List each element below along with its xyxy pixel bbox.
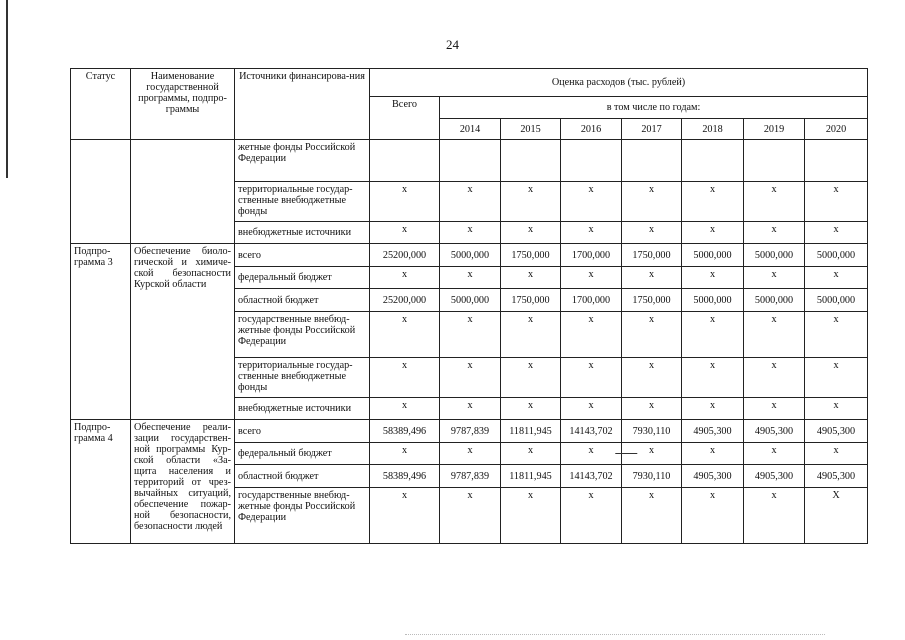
- year-cell: х: [805, 267, 868, 289]
- header-year: 2020: [805, 119, 868, 140]
- year-cell: 1750,000: [622, 244, 682, 267]
- source-cell: федеральный бюджет: [235, 443, 370, 465]
- year-cell: х: [744, 443, 805, 465]
- year-cell: 7930,110: [622, 465, 682, 488]
- year-cell: х: [561, 443, 622, 465]
- year-cell: 4905,300: [744, 420, 805, 443]
- source-cell: государственные внебюд-жетные фонды Российской Федерации: [235, 312, 370, 358]
- year-cell: х: [805, 222, 868, 244]
- continued-program-cell: [131, 140, 235, 244]
- source-cell: областной бюджет: [235, 465, 370, 488]
- year-cell: х: [440, 222, 501, 244]
- source-cell: внебюджетные источники: [235, 398, 370, 420]
- year-cell: 5000,000: [440, 244, 501, 267]
- header-estimate: Оценка расходов (тыс. рублей): [370, 69, 868, 97]
- source-cell: территориальные государ-ственные внебюджетные фонды: [235, 358, 370, 398]
- year-cell: 4905,300: [744, 465, 805, 488]
- year-cell: х: [440, 488, 501, 544]
- total-cell: 25200,000: [370, 289, 440, 312]
- year-cell: х: [561, 488, 622, 544]
- total-cell: 58389,496: [370, 465, 440, 488]
- year-cell: х: [440, 358, 501, 398]
- table-row: [71, 140, 868, 182]
- total-cell: х: [370, 312, 440, 358]
- total-cell: х: [370, 398, 440, 420]
- year-cell: х: [561, 398, 622, 420]
- year-cell: х: [744, 222, 805, 244]
- year-cell: х: [622, 358, 682, 398]
- source-cell: государственные внебюд-жетные фонды Российской Федерации: [235, 488, 370, 544]
- year-cell: 1700,000: [561, 289, 622, 312]
- total-cell: 58389,496: [370, 420, 440, 443]
- year-cell: х: [805, 443, 868, 465]
- source-cell: внебюджетные источники: [235, 222, 370, 244]
- year-cell: х: [682, 222, 744, 244]
- year-cell: х: [744, 312, 805, 358]
- subprogram-status: Подпро-грамма 3: [71, 244, 131, 420]
- year-cell: х: [440, 182, 501, 222]
- year-cell: х: [682, 398, 744, 420]
- total-cell: х: [370, 443, 440, 465]
- total-cell: [370, 140, 440, 182]
- year-cell: 11811,945: [501, 420, 561, 443]
- year-cell: [622, 140, 682, 182]
- year-cell: х: [440, 312, 501, 358]
- header-sources: Источники финансирова-ния: [235, 69, 370, 140]
- year-cell: х: [682, 312, 744, 358]
- year-cell: х: [501, 182, 561, 222]
- subprogram-name: Обеспечение реали-зации государствен-ной программы Кур-ской области «За-щита населения и территорий от чрез-вычайных ситуаций, обеспечение пожар-ной безопасности, безопасности людей: [131, 420, 235, 544]
- year-cell: х: [501, 443, 561, 465]
- year-cell: 9787,839: [440, 420, 501, 443]
- source-cell: областной бюджет: [235, 289, 370, 312]
- header-year: 2016: [561, 119, 622, 140]
- year-cell: 1750,000: [501, 289, 561, 312]
- year-cell: 7930,110: [622, 420, 682, 443]
- year-cell: х: [682, 267, 744, 289]
- year-cell: 5000,000: [682, 244, 744, 267]
- year-cell: х: [744, 267, 805, 289]
- table-row: [71, 420, 868, 443]
- source-cell: жетные фонды Российской Федерации: [235, 140, 370, 182]
- year-cell: х: [561, 267, 622, 289]
- subprogram-status: Подпро-грамма 4: [71, 420, 131, 544]
- year-cell: х: [561, 222, 622, 244]
- year-cell: 1750,000: [501, 244, 561, 267]
- year-cell: х: [682, 182, 744, 222]
- year-cell: х: [805, 312, 868, 358]
- year-cell: 14143,702: [561, 420, 622, 443]
- year-cell: х: [744, 398, 805, 420]
- year-cell: 4905,300: [682, 465, 744, 488]
- year-cell: х: [682, 488, 744, 544]
- header-year: 2018: [682, 119, 744, 140]
- pen-mark: [615, 447, 641, 454]
- scan-edge-line: [6, 0, 8, 178]
- year-cell: 9787,839: [440, 465, 501, 488]
- year-cell: х: [622, 488, 682, 544]
- continued-status-cell: [71, 140, 131, 244]
- year-cell: 1750,000: [622, 289, 682, 312]
- year-cell: Х: [805, 488, 868, 544]
- total-cell: х: [370, 182, 440, 222]
- total-cell: х: [370, 358, 440, 398]
- year-cell: [501, 140, 561, 182]
- header-total: Всего: [370, 97, 440, 140]
- year-cell: х: [805, 358, 868, 398]
- year-cell: х: [622, 398, 682, 420]
- year-cell: х: [440, 443, 501, 465]
- source-cell: всего: [235, 244, 370, 267]
- year-cell: х: [682, 443, 744, 465]
- year-cell: 14143,702: [561, 465, 622, 488]
- source-cell: всего: [235, 420, 370, 443]
- header-program: Наименование государственной программы, подпро-граммы: [131, 69, 235, 140]
- year-cell: х: [622, 222, 682, 244]
- year-cell: х: [501, 398, 561, 420]
- total-cell: 25200,000: [370, 244, 440, 267]
- budget-table: [70, 68, 868, 544]
- year-cell: [440, 140, 501, 182]
- year-cell: х: [561, 182, 622, 222]
- year-cell: 4905,300: [805, 465, 868, 488]
- total-cell: х: [370, 488, 440, 544]
- year-cell: х: [805, 182, 868, 222]
- total-cell: х: [370, 222, 440, 244]
- header-status: Статус: [71, 69, 131, 140]
- page-number: 24: [446, 37, 459, 52]
- year-cell: х: [744, 488, 805, 544]
- table-row: [71, 244, 868, 267]
- year-cell: х: [440, 398, 501, 420]
- year-cell: х: [501, 222, 561, 244]
- year-cell: 5000,000: [805, 244, 868, 267]
- year-cell: х: [622, 182, 682, 222]
- scan-artifact-line: [405, 634, 825, 636]
- year-cell: 5000,000: [744, 244, 805, 267]
- source-cell: территориальные государ-ственные внебюджетные фонды: [235, 182, 370, 222]
- header-by-years: в том числе по годам:: [440, 97, 868, 119]
- year-cell: 11811,945: [501, 465, 561, 488]
- year-cell: 1700,000: [561, 244, 622, 267]
- subprogram-name: Обеспечение биоло-гической и химиче-ской безопасности Курской области: [131, 244, 235, 420]
- year-cell: х: [501, 312, 561, 358]
- year-cell: х: [622, 443, 682, 465]
- year-cell: х: [744, 358, 805, 398]
- year-cell: 5000,000: [805, 289, 868, 312]
- year-cell: х: [501, 358, 561, 398]
- year-cell: [744, 140, 805, 182]
- year-cell: х: [561, 312, 622, 358]
- year-cell: 4905,300: [805, 420, 868, 443]
- total-cell: х: [370, 267, 440, 289]
- header-year: 2014: [440, 119, 501, 140]
- header-year: 2015: [501, 119, 561, 140]
- year-cell: 4905,300: [682, 420, 744, 443]
- year-cell: [682, 140, 744, 182]
- year-cell: 5000,000: [682, 289, 744, 312]
- year-cell: х: [805, 398, 868, 420]
- year-cell: [805, 140, 868, 182]
- header-year: 2017: [622, 119, 682, 140]
- year-cell: х: [682, 358, 744, 398]
- year-cell: 5000,000: [440, 289, 501, 312]
- year-cell: х: [622, 312, 682, 358]
- header-year: 2019: [744, 119, 805, 140]
- year-cell: х: [744, 182, 805, 222]
- year-cell: х: [622, 267, 682, 289]
- year-cell: х: [440, 267, 501, 289]
- source-cell: федеральный бюджет: [235, 267, 370, 289]
- year-cell: х: [501, 488, 561, 544]
- year-cell: [561, 140, 622, 182]
- year-cell: 5000,000: [744, 289, 805, 312]
- year-cell: х: [501, 267, 561, 289]
- year-cell: х: [561, 358, 622, 398]
